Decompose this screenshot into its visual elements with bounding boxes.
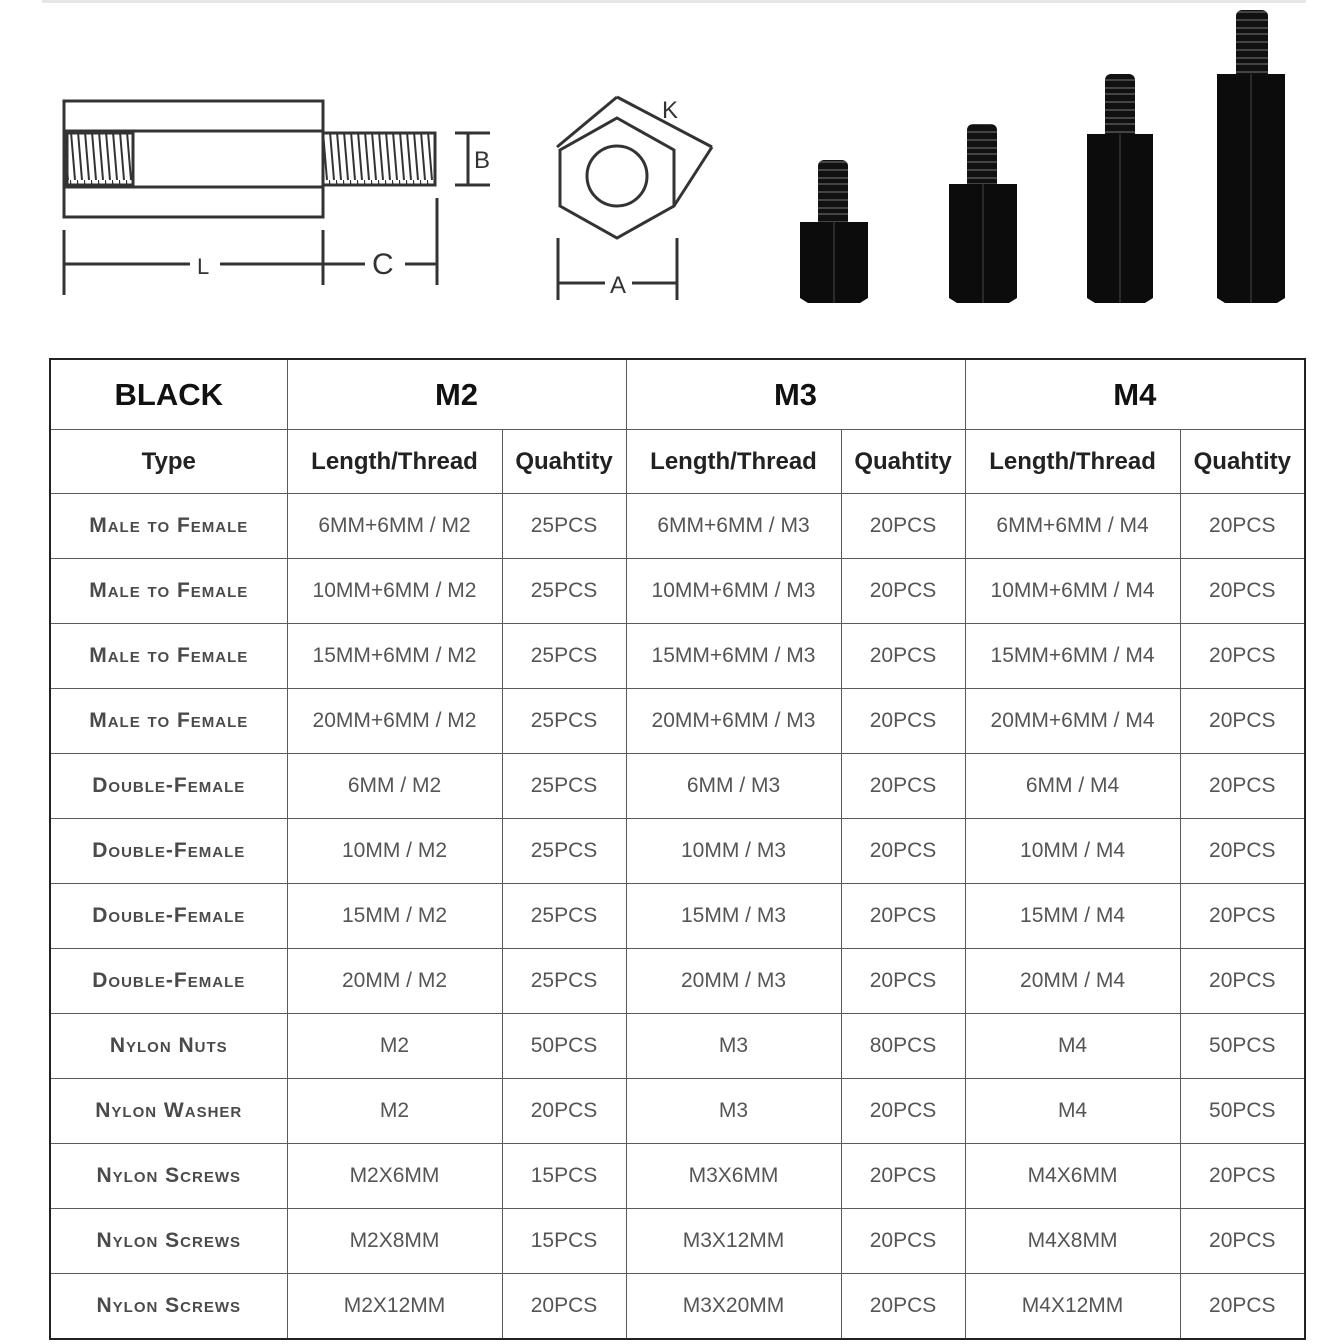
table-row bbox=[50, 494, 1305, 559]
length-thread-cell: M4X12MM bbox=[965, 1274, 1180, 1340]
quantity-cell: 20PCS bbox=[841, 819, 965, 884]
length-thread-cell: M2X6MM bbox=[287, 1144, 502, 1209]
standoff-diagram bbox=[0, 0, 1340, 340]
quantity-header: Quahtity bbox=[1180, 430, 1305, 494]
quantity-cell: 20PCS bbox=[1180, 624, 1305, 689]
length-thread-cell: 6MM+6MM / M3 bbox=[626, 494, 841, 559]
table-row bbox=[50, 754, 1305, 819]
quantity-cell: 25PCS bbox=[502, 494, 626, 559]
length-thread-header: Length/Thread bbox=[287, 430, 502, 494]
quantity-cell: 20PCS bbox=[1180, 689, 1305, 754]
row-type-cell: Double-Female bbox=[50, 819, 287, 884]
dimension-b-label: B bbox=[474, 147, 491, 174]
quantity-cell: 20PCS bbox=[841, 884, 965, 949]
length-thread-cell: 15MM+6MM / M3 bbox=[626, 624, 841, 689]
quantity-cell: 20PCS bbox=[841, 689, 965, 754]
length-thread-cell: 20MM+6MM / M2 bbox=[287, 689, 502, 754]
length-thread-cell: 15MM / M3 bbox=[626, 884, 841, 949]
length-thread-cell: M4X6MM bbox=[965, 1144, 1180, 1209]
group-header-m3: M3 bbox=[626, 359, 965, 430]
row-type-cell: Nylon Nuts bbox=[50, 1014, 287, 1079]
length-thread-cell: 20MM+6MM / M3 bbox=[626, 689, 841, 754]
row-type-cell: Double-Female bbox=[50, 754, 287, 819]
row-type-cell: Nylon Screws bbox=[50, 1144, 287, 1209]
color-header: BLACK bbox=[50, 359, 287, 430]
length-thread-cell: 10MM+6MM / M2 bbox=[287, 559, 502, 624]
length-thread-cell: M3X20MM bbox=[626, 1274, 841, 1340]
length-thread-cell: M4 bbox=[965, 1079, 1180, 1144]
dimension-k-label: K bbox=[662, 97, 679, 124]
quantity-cell: 20PCS bbox=[1180, 1209, 1305, 1274]
quantity-cell: 80PCS bbox=[841, 1014, 965, 1079]
spec-table bbox=[49, 358, 1306, 1340]
table-row bbox=[50, 689, 1305, 754]
row-type-cell: Nylon Screws bbox=[50, 1209, 287, 1274]
quantity-cell: 20PCS bbox=[1180, 1274, 1305, 1340]
table-row bbox=[50, 624, 1305, 689]
length-thread-cell: 15MM / M2 bbox=[287, 884, 502, 949]
length-thread-cell: 10MM+6MM / M3 bbox=[626, 559, 841, 624]
table-row bbox=[50, 1079, 1305, 1144]
quantity-cell: 25PCS bbox=[502, 559, 626, 624]
length-thread-cell: M2 bbox=[287, 1014, 502, 1079]
length-thread-cell: M3 bbox=[626, 1079, 841, 1144]
length-thread-cell: 6MM+6MM / M2 bbox=[287, 494, 502, 559]
standoff-photo-xlarge bbox=[1217, 10, 1285, 303]
quantity-header: Quahtity bbox=[841, 430, 965, 494]
quantity-cell: 25PCS bbox=[502, 754, 626, 819]
length-thread-cell: 10MM / M2 bbox=[287, 819, 502, 884]
length-thread-cell: 15MM+6MM / M4 bbox=[965, 624, 1180, 689]
length-thread-cell: 6MM+6MM / M4 bbox=[965, 494, 1180, 559]
quantity-cell: 20PCS bbox=[1180, 819, 1305, 884]
quantity-cell: 20PCS bbox=[841, 949, 965, 1014]
quantity-cell: 20PCS bbox=[841, 559, 965, 624]
length-thread-cell: 10MM+6MM / M4 bbox=[965, 559, 1180, 624]
quantity-cell: 20PCS bbox=[1180, 494, 1305, 559]
length-thread-cell: 20MM / M4 bbox=[965, 949, 1180, 1014]
standoff-photo-medium bbox=[949, 124, 1017, 303]
quantity-cell: 25PCS bbox=[502, 949, 626, 1014]
row-type-cell: Nylon Screws bbox=[50, 1274, 287, 1340]
length-thread-cell: M3X6MM bbox=[626, 1144, 841, 1209]
group-header-row bbox=[50, 359, 1305, 430]
table-row bbox=[50, 1144, 1305, 1209]
quantity-cell: 20PCS bbox=[502, 1079, 626, 1144]
group-header-m4: M4 bbox=[965, 359, 1305, 430]
table-row bbox=[50, 884, 1305, 949]
length-thread-cell: M2 bbox=[287, 1079, 502, 1144]
row-type-cell: Male to Female bbox=[50, 689, 287, 754]
length-thread-cell: 15MM / M4 bbox=[965, 884, 1180, 949]
length-thread-cell: M2X8MM bbox=[287, 1209, 502, 1274]
quantity-cell: 20PCS bbox=[841, 754, 965, 819]
hex-end-view-drawing bbox=[557, 97, 712, 300]
type-header: Type bbox=[50, 430, 287, 494]
dimension-a-label: A bbox=[610, 272, 627, 299]
length-thread-cell: 6MM / M2 bbox=[287, 754, 502, 819]
table-row bbox=[50, 1014, 1305, 1079]
length-thread-cell: 6MM / M4 bbox=[965, 754, 1180, 819]
quantity-cell: 20PCS bbox=[1180, 1144, 1305, 1209]
length-thread-cell: 20MM / M2 bbox=[287, 949, 502, 1014]
standoff-photo-small bbox=[800, 160, 868, 303]
quantity-cell: 25PCS bbox=[502, 624, 626, 689]
quantity-cell: 20PCS bbox=[1180, 559, 1305, 624]
table-row bbox=[50, 559, 1305, 624]
quantity-cell: 20PCS bbox=[841, 1144, 965, 1209]
length-thread-header: Length/Thread bbox=[626, 430, 841, 494]
quantity-cell: 20PCS bbox=[841, 494, 965, 559]
length-thread-cell: M3 bbox=[626, 1014, 841, 1079]
side-view-drawing bbox=[64, 101, 490, 295]
quantity-cell: 25PCS bbox=[502, 689, 626, 754]
group-header-m2: M2 bbox=[287, 359, 626, 430]
length-thread-cell: 10MM / M3 bbox=[626, 819, 841, 884]
quantity-cell: 20PCS bbox=[1180, 949, 1305, 1014]
length-thread-cell: M2X12MM bbox=[287, 1274, 502, 1340]
length-thread-header: Length/Thread bbox=[965, 430, 1180, 494]
quantity-cell: 15PCS bbox=[502, 1209, 626, 1274]
table-row bbox=[50, 949, 1305, 1014]
row-type-cell: Double-Female bbox=[50, 884, 287, 949]
quantity-cell: 20PCS bbox=[502, 1274, 626, 1340]
length-thread-cell: M4 bbox=[965, 1014, 1180, 1079]
dimension-l-label: L bbox=[197, 254, 210, 279]
quantity-cell: 20PCS bbox=[1180, 754, 1305, 819]
row-type-cell: Double-Female bbox=[50, 949, 287, 1014]
length-thread-cell: 15MM+6MM / M2 bbox=[287, 624, 502, 689]
quantity-cell: 15PCS bbox=[502, 1144, 626, 1209]
quantity-cell: 20PCS bbox=[1180, 884, 1305, 949]
quantity-cell: 20PCS bbox=[841, 1079, 965, 1144]
standoff-photo-large bbox=[1087, 74, 1153, 303]
length-thread-cell: 6MM / M3 bbox=[626, 754, 841, 819]
length-thread-cell: M4X8MM bbox=[965, 1209, 1180, 1274]
row-type-cell: Male to Female bbox=[50, 624, 287, 689]
quantity-cell: 20PCS bbox=[841, 624, 965, 689]
table-row bbox=[50, 1209, 1305, 1274]
row-type-cell: Male to Female bbox=[50, 494, 287, 559]
column-header-row bbox=[50, 430, 1305, 494]
length-thread-cell: 10MM / M4 bbox=[965, 819, 1180, 884]
length-thread-cell: 20MM+6MM / M4 bbox=[965, 689, 1180, 754]
quantity-cell: 50PCS bbox=[1180, 1079, 1305, 1144]
quantity-cell: 50PCS bbox=[1180, 1014, 1305, 1079]
row-type-cell: Male to Female bbox=[50, 559, 287, 624]
length-thread-cell: 20MM / M3 bbox=[626, 949, 841, 1014]
table-row bbox=[50, 1274, 1305, 1340]
quantity-cell: 20PCS bbox=[841, 1274, 965, 1340]
quantity-cell: 50PCS bbox=[502, 1014, 626, 1079]
quantity-cell: 25PCS bbox=[502, 819, 626, 884]
dimension-c-label: C bbox=[372, 248, 394, 281]
row-type-cell: Nylon Washer bbox=[50, 1079, 287, 1144]
table-row bbox=[50, 819, 1305, 884]
quantity-cell: 25PCS bbox=[502, 884, 626, 949]
length-thread-cell: M3X12MM bbox=[626, 1209, 841, 1274]
quantity-cell: 20PCS bbox=[841, 1209, 965, 1274]
quantity-header: Quahtity bbox=[502, 430, 626, 494]
